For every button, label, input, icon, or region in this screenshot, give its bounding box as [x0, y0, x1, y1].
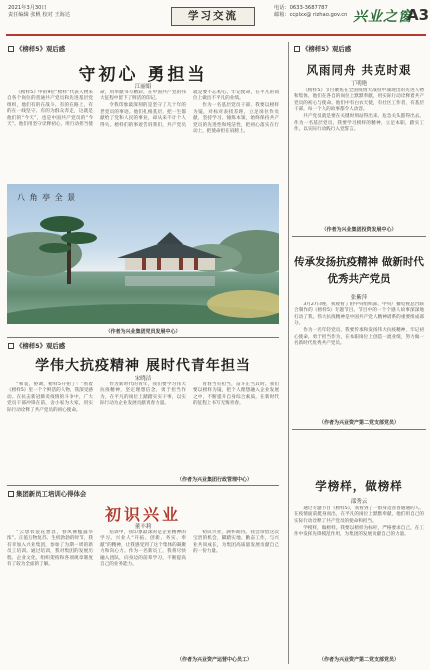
article5-para-2: 作为一名年轻党员，我要传承和发扬伟大抗疫精神，牢记初心使命，勇于担当作为，在本职岗位上创造一流业绩，努力做一名新时代优秀共产党员。 [294, 328, 424, 347]
masthead [0, 0, 430, 40]
article6-title: 学榜样，做榜样 [315, 479, 403, 493]
article3-note: （作者为兴业资产运营中心员工） [176, 657, 252, 663]
article5-author: 张紫萍 [350, 295, 368, 301]
garden-pavilion-photo [7, 184, 279, 324]
article2-tag-text: 《榜样5》观后感 [16, 342, 66, 350]
divider-4 [292, 429, 426, 430]
article2-para-2: 作为新时代的青年，我们要学习伟大抗疫精神，坚定理想信念，勇于担当作为，在平凡的岗位上踏踏实实干事，以实际行动为企业发展贡献青春力量。 [100, 382, 186, 407]
article4-title: 风雨同舟 共克时艰 [306, 63, 412, 77]
article3-para-2: 培训中，我印象最深的是企业精神的学习。兴业人“开拓、创新、务实、奉献”的精神，让我感受到了这个集体的凝聚力和向心力。作为一名新员工，我将尽快融入团队，向身边的前辈学习，不断提高自己的业务能力。 [100, 530, 186, 568]
page-number: A3 [407, 6, 430, 24]
article5-note: （作者为兴业资产第二党支部党员） [318, 420, 399, 426]
article4-body [294, 88, 424, 224]
article2-author: 宋晓洁 [134, 376, 152, 382]
article2-para-3: 青春当有担当，奋斗正当其时。我们要以榜样为镜，把个人理想融入企业发展之中，不断提升自身综合素质，在新时代的征程上书写无悔青春。 [193, 382, 279, 407]
article4-tag [294, 44, 351, 53]
staff-line: 责任编辑 张帆 校对 王海达 [8, 12, 71, 18]
article1-title: 守初心 勇担当 [78, 65, 208, 85]
photo-caption: 八 角 亭 全 景 [17, 193, 77, 202]
issue-date: 2021年3月30日 [8, 5, 47, 11]
article1-para-2: 令我印象最深刻的是坚守了几十年的老党员的事迹。他们扎根基层，把一生都献给了党和人民的事业，却从来不计个人得失。榜样们的事迹告诉我们，共产党员就是要不忘初心、牢记使命，在平凡的岗位上做出不平凡的业绩。 [100, 90, 279, 128]
photo-illustration [7, 184, 279, 324]
article5-body [294, 302, 424, 418]
masthead-right [274, 5, 347, 19]
article3-para-3: 初识兴业，满怀期待。我会珍惜这次宝贵的机会，脚踏实地、勤奋工作，与兴业共同成长，为集团高质量发展贡献自己的一份力量。 [193, 530, 279, 555]
divider-1 [7, 337, 279, 338]
divider-2 [7, 485, 279, 486]
phone-line: 电话：0633-3687787 [274, 5, 328, 11]
article3-para-1: “云想衣裳花想容，春风拂槛露华浓”。正值万物复苏、生机勃勃的时节，我有幸加入兴业集团，参加了为期一周的新员工培训。通过培训，我对集团的发展历程、企业文化、组织架构和各项规章制度有了较为全面的了解。 [7, 530, 93, 568]
article4-note: （作者为兴业集团投资发展中心） [321, 227, 397, 233]
article2-note: （作者为兴业集团行政管理中心） [176, 477, 252, 483]
article3-title: 初识兴业 [104, 505, 181, 524]
article1-para-3: 作为一名基层党员干部，我要以榜样为镜，对标对表找差距，立足岗位作贡献，坚持学习、锤炼本领，始终保持共产党员的先进性和纯洁性，把初心落实在行动上，把使命担在肩膀上。 [193, 103, 279, 135]
column-divider [288, 42, 289, 664]
article2-title: 学伟大抗疫精神 展时代青年担当 [35, 358, 251, 374]
article5-title: 传承发扬抗疫精神 做新时代优秀共产党员 [294, 256, 424, 285]
article2-tag [8, 341, 65, 350]
article3-tag-text: 集团新员工培训心得体会 [16, 490, 87, 498]
article6-note: （作者为兴业资产第二党支部党员） [318, 657, 399, 663]
article1-note: （作者为兴业集团党员发展中心） [105, 329, 181, 335]
article4-para-2: 共产党员就是要在关键时刻站得出来、危急关头豁得出去。作为一名基层党员，我要学习榜样的精神，立足本职，踏实工作，以实际行动践行入党誓言。 [294, 114, 424, 133]
article3-body [7, 530, 279, 654]
article6-author: 邵秀云 [350, 499, 368, 505]
article1-tag [8, 44, 65, 53]
article6-body [294, 506, 424, 654]
article4-tag-text: 《榜样5》观后感 [302, 45, 352, 53]
article1-author: 江丽娟 [134, 84, 152, 90]
article2-para-1: “和衷，协调，榜样5开拍了！”看着《榜样5》里一个个鲜活的人物，我深受感动。在抗击新冠肺炎疫情的斗争中，广大党员干部冲锋在前，舍小家为大家，用实际行动诠释了共产党员的初心使命。 [7, 382, 93, 413]
article3-tag [8, 489, 86, 498]
article1-tag-text: 《榜样5》观后感 [16, 45, 66, 53]
article3-author: 董丰莉 [134, 524, 152, 530]
masthead-rule [6, 34, 426, 36]
article6-para-2: 学榜样，做榜样。我要以榜样为标杆，严格要求自己，在工作中发挥先锋模范作用，为集团的发展贡献自己的力量。 [294, 525, 424, 538]
article4-para-1: 《榜样5》节目聚焦在全国疫情大战役中涌现出的先进人物和集体，他们在各自的岗位上默默奉献，用实际行动诠释着共产党员的初心与使命。他们中有白衣天使，有社区工作者，有基层干部，每一个人的故事都令人动容。 [294, 88, 424, 113]
article1-body [7, 90, 279, 178]
article5-para-1: 3月27日晚，我观看了由中央组织部、中央广播电视总台联合制作的《榜样5》专题节目。节目中的一个个感人故事深深地打动了我。伟大抗疫精神是中国共产党人精神谱系的重要组成部分。 [294, 302, 424, 327]
article1-para-1: 《榜样5》中的9位“榜样”代表人物来自各个岗位的普通共产党员和先进基层党组织，他们有的在战斗、有的在路上、有的在一线坚守、有的为群众奔走，这就是他们的“今天”，也是中国共产党员的“今天”。他们用坚守诠释初心，用行动担当使命，用奉献书写精彩，在中国共产党的伟大征程中留下了鲜活的印记。 [7, 90, 186, 128]
section-title: 学习交流 [171, 7, 255, 26]
article4-author: 丁明艳 [350, 81, 368, 87]
article6-para-1: 通过专题节目《榜样5》，我看到了一群身边普普通通的人，在疫情面前挺身而出，在平凡的岗位上默默奉献，他们用自己的实际行动诠释了共产党员的使命和担当。 [294, 506, 424, 524]
article2-body [7, 382, 279, 474]
newspaper-logo: 兴业之窗 [353, 9, 413, 25]
masthead-left [8, 5, 70, 19]
email-line: 邮箱：ccplxx@ rizhao.gov.cn [274, 12, 348, 18]
divider-3 [292, 236, 426, 237]
